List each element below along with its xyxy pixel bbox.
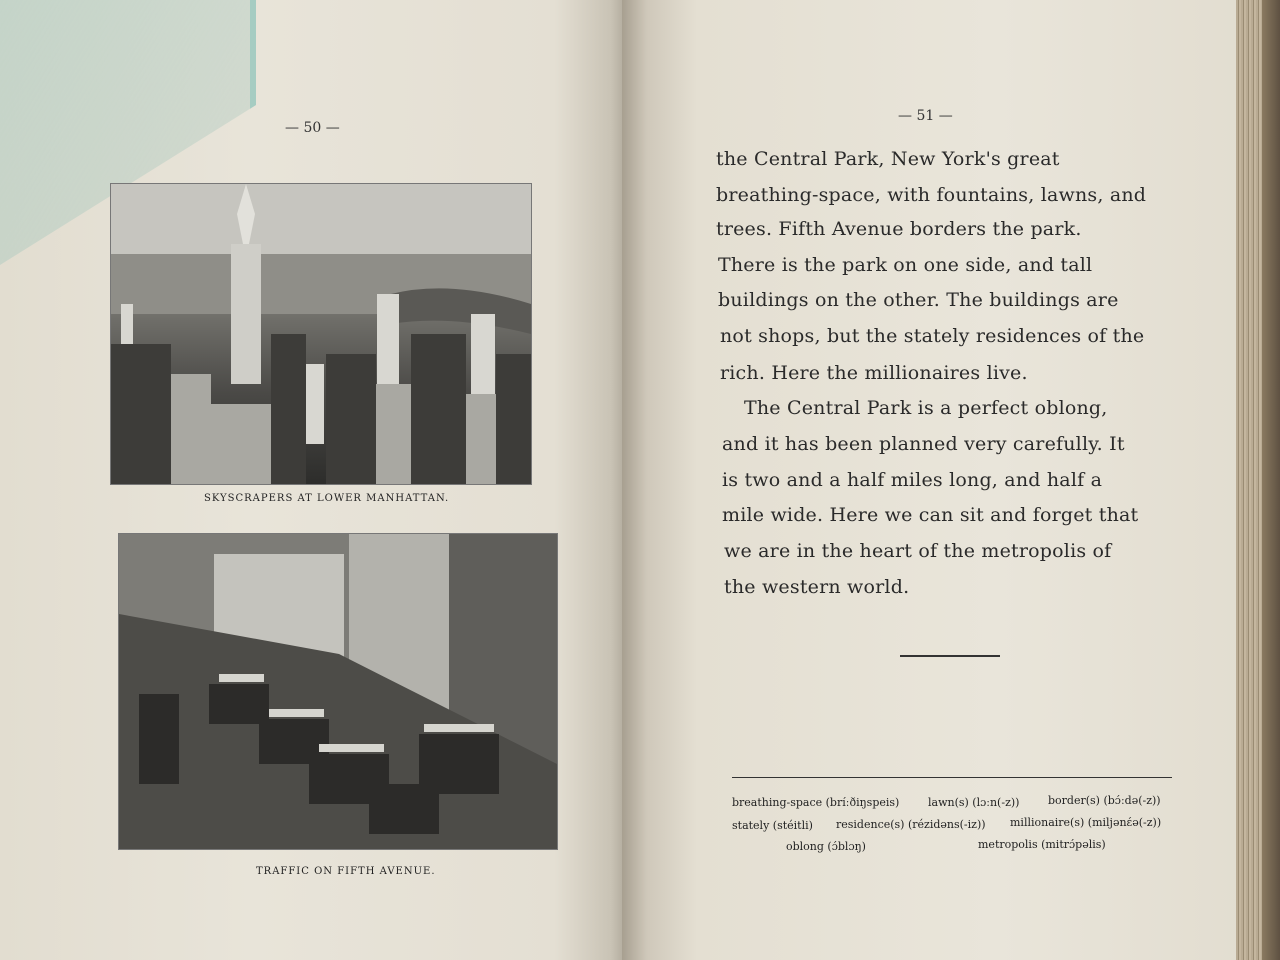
glossary-entry: residence(s) (rézidəns(-iz)) — [836, 818, 986, 831]
glossary-entry: metropolis (mitrɔ́pəlis) — [978, 838, 1106, 851]
glossary-entry: breathing-space (bríːðiŋspeis) — [732, 796, 900, 809]
glossary-entry: oblong (ɔ́blɔŋ) — [786, 840, 866, 853]
glossary-entry: border(s) (bɔ́ːdə(-z)) — [1048, 794, 1161, 807]
text-line: mile wide. Here we can sit and forget that — [722, 504, 1139, 526]
text-line: not shops, but the stately residences of the — [720, 325, 1145, 347]
text-line: we are in the heart of the metropolis of — [724, 540, 1112, 562]
photo-traffic — [118, 533, 558, 850]
text-line: buildings on the other. The buildings are — [718, 289, 1119, 311]
photo-skyscrapers — [110, 183, 532, 485]
glossary-entry: lawn(s) (lɔːn(-z)) — [928, 796, 1020, 809]
text-line: and it has been planned very carefully. It — [722, 433, 1125, 455]
text-line: breathing-space, with fountains, lawns, and — [716, 184, 1147, 206]
text-line: the Central Park, New York's great — [716, 148, 1060, 170]
text-line: the western world. — [724, 576, 910, 598]
skyline-illustration — [111, 184, 531, 484]
text-line: trees. Fifth Avenue borders the park. — [716, 218, 1082, 240]
text-line: The Central Park is a perfect oblong, — [744, 397, 1108, 419]
text-line: There is the park on one side, and tall — [718, 254, 1093, 276]
traffic-illustration — [119, 534, 557, 849]
book-cover-edge — [1262, 0, 1280, 960]
glossary-rule — [732, 777, 1172, 778]
glossary-entry: stately (stéitli) — [732, 819, 813, 832]
text-line: rich. Here the millionaires live. — [720, 362, 1028, 384]
text-line: is two and a half miles long, and half a — [722, 469, 1103, 491]
figure-caption-traffic: TRAFFIC ON FIFTH AVENUE. — [256, 866, 436, 877]
page-number-right: — 51 — — [898, 108, 953, 124]
section-divider — [900, 655, 1000, 657]
page-number-left: — 50 — — [285, 120, 340, 136]
glossary-entry: millionaire(s) (miljənɛ́ə(-z)) — [1010, 816, 1162, 829]
figure-caption-skyscrapers: SKYSCRAPERS AT LOWER MANHATTAN. — [204, 493, 450, 504]
